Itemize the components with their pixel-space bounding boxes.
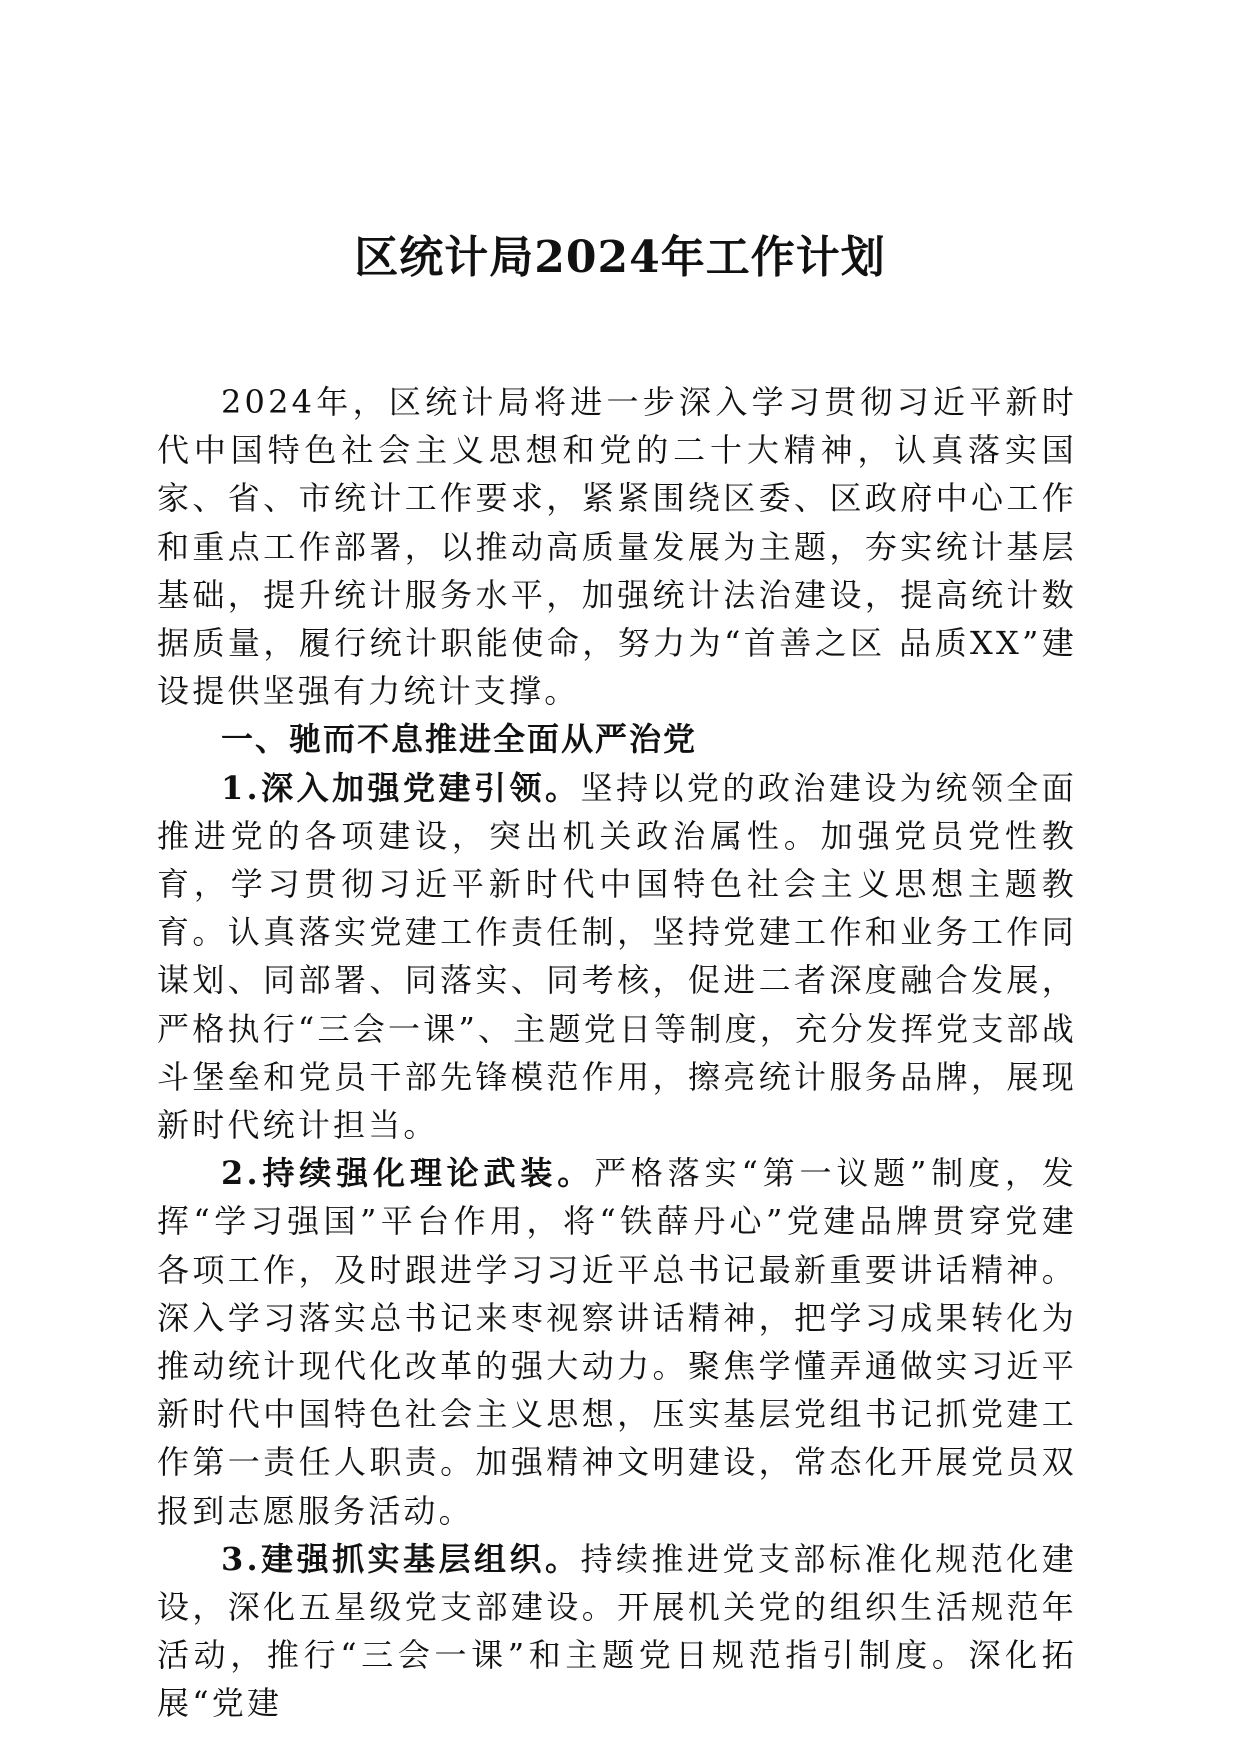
document-body (157, 378, 1077, 1728)
item-paragraph (157, 1535, 1077, 1728)
intro-paragraph: 2024年，区统计局将进一步深入学习贯彻习近平新时代中国特色社会主义思想和党的二十大精神，认真落实国家、省、市统计工作要求，紧紧围绕区委、区政府中心工作和重点工作部署，以推动高质量发展为主题，夯实统计基层基础，提升统计服务水平，加强统计法治建设，提高统计数据质量，履行统计职能使命，努力为“首善之区 品质XX”建设提供坚强有力统计支撑。 (157, 383, 1077, 711)
page-title: 区统计局2024年工作计划 (354, 232, 886, 283)
item-paragraph (157, 764, 1077, 1150)
item-text: 持续推进党支部标准化规范化建设，深化五星级党支部建设。开展机关党的组织生活规范年活动，推行“三会一课”和主题党日规范指引制度。深化拓展“党建 (157, 1539, 1077, 1723)
item-text: 坚持以党的政治建设为统领全面推进党的各项建设，突出机关政治属性。加强党员党性教育，学习贯彻习近平新时代中国特色社会主义思想主题教育。认真落实党建工作责任制，坚持党建工作和业务工作同谋划、同部署、同落实、同考核，促进二者深度融合发展，严格执行“三会一课”、主题党日等制度，充分发挥党支部战斗堡垒和党员干部先锋模范作用，擦亮统计服务品牌，展现新时代统计担当。 (157, 768, 1077, 1145)
item-lead: 2.持续强化理论武装。 (221, 1154, 595, 1193)
item-lead: 1.深入加强党建引领。 (221, 768, 581, 807)
section-heading: 一、驰而不息推进全面从严治党 (221, 720, 698, 759)
item-text: 严格落实“第一议题”制度，发挥“学习强国”平台作用，将“铁薛丹心”党建品牌贯穿党建各项工作，及时跟进学习习近平总书记最新重要讲话精神。深入学习落实总书记来枣视察讲话精神，把学习成果转化为推动统计现代化改革的强大动力。聚焦学懂弄通做实习近平新时代中国特色社会主义思想，压实基层党组书记抓党建工作第一责任人职责。加强精神文明建设，常态化开展党员双报到志愿服务活动。 (157, 1154, 1077, 1530)
item-paragraph (157, 1149, 1077, 1535)
item-lead: 3.建强抓实基层组织。 (221, 1539, 581, 1578)
